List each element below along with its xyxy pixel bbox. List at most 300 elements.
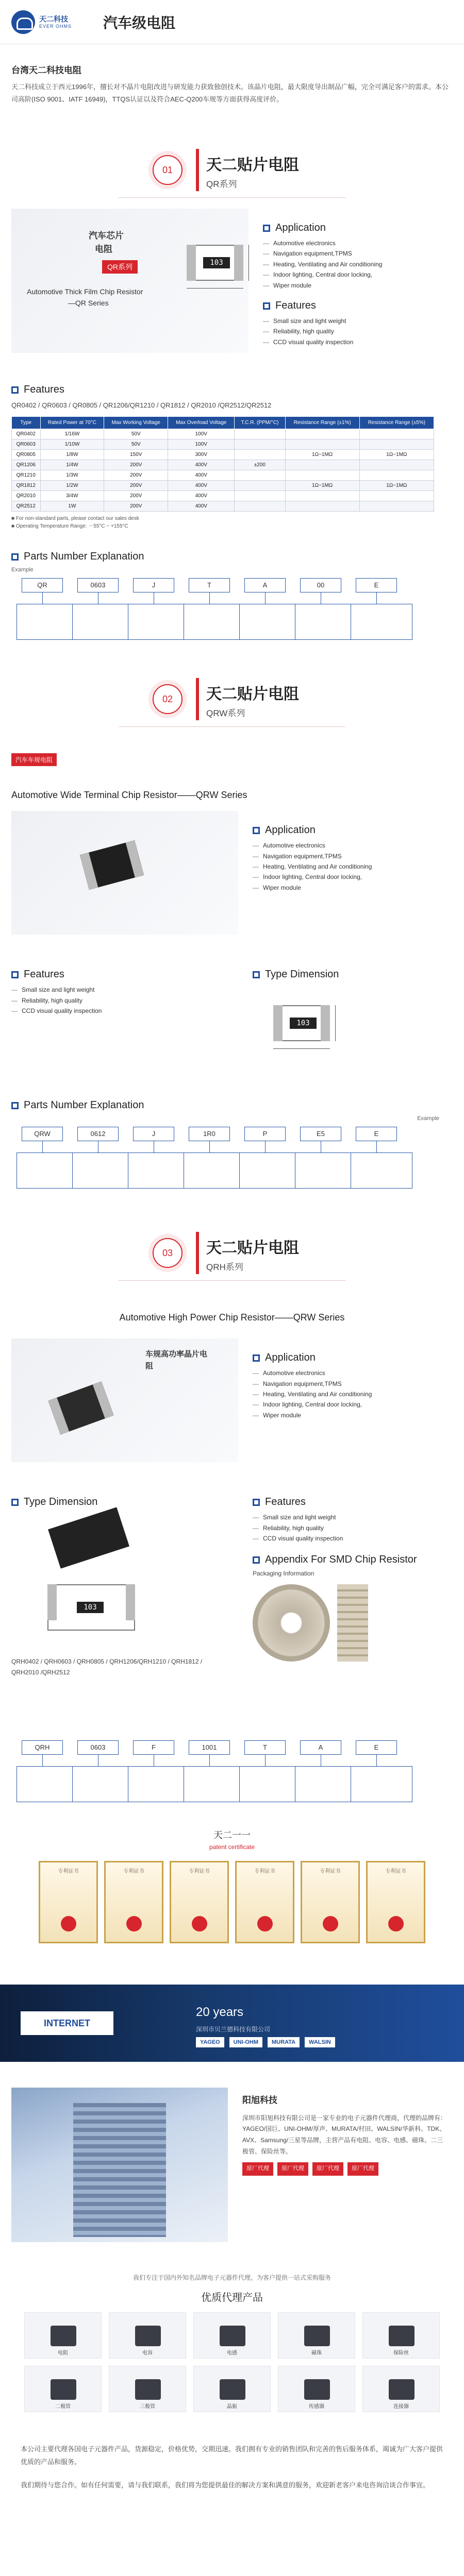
product-card[interactable] xyxy=(362,2312,440,2359)
company-tag: 原厂代理 xyxy=(312,2162,343,2176)
part-number-segment: J xyxy=(133,578,174,592)
chip-resistor-image xyxy=(273,1005,330,1041)
qrw-title-en: Automotive Wide Terminal Chip Resistor——QRW Series xyxy=(11,790,247,801)
qrw-part-number-section xyxy=(0,1099,464,1122)
table-cell xyxy=(285,491,359,501)
section-2-title: 天二贴片电阻 xyxy=(206,686,299,703)
table-row xyxy=(12,439,434,450)
part-number-legend xyxy=(16,1153,78,1189)
features-list xyxy=(11,985,228,1016)
qrw-chip-illustration xyxy=(73,826,151,904)
square-icon xyxy=(11,553,19,561)
part-number-segment: A xyxy=(300,1740,341,1755)
certificate-card[interactable] xyxy=(39,1861,98,1943)
application-heading xyxy=(263,222,449,234)
list-item: — Indoor lighting, Central door locking, xyxy=(253,1399,438,1410)
features-heading-text: Features xyxy=(265,1496,306,1508)
application-list xyxy=(253,840,438,893)
part-number-legend xyxy=(72,1766,134,1802)
list-item: — Navigation equipment,TPMS xyxy=(263,248,449,259)
table-row xyxy=(12,470,434,481)
footer-section xyxy=(0,2412,464,2492)
certificate-card[interactable] xyxy=(366,1861,425,1943)
table-cell: 1/2W xyxy=(40,481,104,491)
qrh-label-cn: 车规高功率晶片电阻 xyxy=(145,1350,208,1370)
company-tag: 原厂代理 xyxy=(242,2162,273,2176)
qrh-chip-image xyxy=(48,1381,113,1434)
square-icon xyxy=(253,1556,260,1564)
company-tag: 原厂代理 xyxy=(277,2162,308,2176)
part-number-example: Example xyxy=(11,567,34,573)
company-tag: 原厂代理 xyxy=(347,2162,378,2176)
features2-heading-text: Features xyxy=(24,384,64,396)
hero-accent-bar xyxy=(196,1232,199,1274)
table-header: T.C.R. (PPM/°C) xyxy=(235,417,285,429)
certificate-label: 专利证书 xyxy=(58,1869,79,1875)
table-cell: 150V xyxy=(104,450,168,460)
product-label: 晶振 xyxy=(227,2404,237,2410)
application-heading-text: Application xyxy=(265,1352,316,1364)
part-number-legend xyxy=(295,1153,357,1189)
section-3-title: 天二贴片电阻 xyxy=(206,1240,299,1257)
table-cell: 1Ω~1MΩ xyxy=(285,481,359,491)
qrh-part-number-diagram xyxy=(11,1735,455,1797)
table-row xyxy=(12,429,434,439)
section-2-number: 02 xyxy=(153,684,183,714)
table-header: Resistance Range (±5%) xyxy=(359,417,434,429)
qr-label-en-line-2: —QR Series xyxy=(68,299,109,308)
qrh-dimension-diagram xyxy=(32,1512,156,1651)
table-cell: QR1812 xyxy=(12,481,41,491)
qrw-product-panel xyxy=(11,811,238,935)
part-number-heading-text: Parts Number Explanation xyxy=(24,1099,144,1111)
certificate-label: 专利证书 xyxy=(254,1869,275,1875)
application-heading-text: Application xyxy=(265,824,316,836)
part-number-legend xyxy=(72,604,134,640)
product-label: 电阻 xyxy=(58,2350,68,2357)
certificate-card[interactable] xyxy=(170,1861,229,1943)
qrh-chip-3d-image xyxy=(48,1507,129,1569)
features-heading xyxy=(253,1496,449,1508)
table-header: Type xyxy=(12,417,41,429)
part-number-legend xyxy=(128,1766,190,1802)
square-icon xyxy=(253,971,260,978)
table-cell xyxy=(359,501,434,512)
table-cell: 400V xyxy=(168,460,235,470)
brand-logo-item: UNI-OHM xyxy=(229,2037,262,2047)
part-number-legend xyxy=(351,1766,412,1802)
product-card[interactable] xyxy=(193,2312,271,2359)
part-number-segment: 0612 xyxy=(77,1127,119,1141)
qrw-overview xyxy=(0,811,464,965)
connector-line xyxy=(42,1755,43,1766)
list-item: — Navigation equipment,TPMS xyxy=(253,851,438,861)
product-card[interactable] xyxy=(362,2366,440,2412)
table-cell: QR2512 xyxy=(12,501,41,512)
square-icon xyxy=(11,1499,19,1506)
qrh-chip-top-view xyxy=(47,1584,135,1631)
part-number-segment: 0603 xyxy=(77,578,119,592)
dimension-line-v xyxy=(335,1005,336,1041)
section-1-number: 01 xyxy=(153,155,183,185)
list-item: — Navigation equipment,TPMS xyxy=(253,1379,438,1389)
section-2-subtitle: QRW系列 xyxy=(206,708,245,719)
list-item: — Reliability, high quality xyxy=(263,326,449,336)
qrh-overview xyxy=(0,1338,464,1493)
part-number-segment: E xyxy=(356,578,397,592)
table-cell: 1/10W xyxy=(40,439,104,450)
product-label: 连接器 xyxy=(393,2404,409,2410)
list-item: — CCD visual quality inspection xyxy=(263,337,449,347)
chip-code: 103 xyxy=(290,1018,317,1029)
packaging-images xyxy=(253,1584,449,1662)
table-header: Max Overload Voltage xyxy=(168,417,235,429)
table-cell: 1W xyxy=(40,501,104,512)
table-header: Resistance Range (±1%) xyxy=(285,417,359,429)
section-3-hero xyxy=(0,1219,464,1292)
intro-section xyxy=(0,44,464,106)
qr-label-cn-line-2: 电阻 xyxy=(95,244,112,254)
qr-label-en-line-1: Automotive Thick Film Chip Resistor xyxy=(27,287,143,296)
product-card[interactable] xyxy=(109,2366,186,2412)
table-cell: 50V xyxy=(104,439,168,450)
features-list xyxy=(263,316,449,347)
type-dimension-heading xyxy=(11,1496,228,1508)
part-number-segment: QRH xyxy=(22,1740,63,1755)
brand-logo[interactable] xyxy=(11,9,89,36)
type-dimension-heading-text: Type Dimension xyxy=(265,969,339,980)
seal-icon xyxy=(192,1916,207,1931)
table-cell: 1Ω~1MΩ xyxy=(359,450,434,460)
table-cell xyxy=(285,439,359,450)
products-section xyxy=(0,2273,464,2412)
list-item: — Heating, Ventilating and Air conditioning xyxy=(263,259,449,269)
part-number-segment: P xyxy=(244,1127,286,1141)
part-number-example: Example xyxy=(417,1115,439,1122)
list-item: — Wiper module xyxy=(253,1410,438,1420)
application-heading xyxy=(253,824,438,836)
table-cell xyxy=(359,429,434,439)
qrh-type-dimension xyxy=(11,1493,228,1677)
part-number-heading xyxy=(11,1099,453,1111)
part-number-segment: T xyxy=(189,578,230,592)
connector-line xyxy=(265,592,266,604)
part-number-segment: 1R0 xyxy=(189,1127,230,1141)
connector-line xyxy=(42,1141,43,1153)
table-cell: 100V xyxy=(168,429,235,439)
product-card[interactable] xyxy=(278,2366,355,2412)
seal-icon xyxy=(61,1916,76,1931)
banner-logo: INTERNET xyxy=(21,2011,113,2035)
table-note xyxy=(11,515,453,530)
table-cell: 100V xyxy=(168,439,235,450)
table-cell xyxy=(235,481,285,491)
product-grid xyxy=(0,2312,464,2412)
certificates-section xyxy=(0,1828,464,1943)
square-icon xyxy=(253,1499,260,1506)
qrh-features xyxy=(253,1493,449,1662)
part-number-segment: T xyxy=(244,1740,286,1755)
product-label: 二极管 xyxy=(55,2404,71,2410)
table-cell xyxy=(285,429,359,439)
certificate-label: 专利证书 xyxy=(189,1869,210,1875)
part-number-segment: 0603 xyxy=(77,1740,119,1755)
qrw-intro xyxy=(0,738,464,801)
table-cell: 400V xyxy=(168,501,235,512)
features-heading-text: Features xyxy=(275,300,316,312)
product-label: 三极管 xyxy=(140,2404,155,2410)
certificate-card[interactable] xyxy=(104,1861,163,1943)
appendix-sub: Packaging Information xyxy=(253,1570,314,1578)
products-intro: 我们专注于国内外知名品牌电子元器件代理，为客户提供一站式采购服务 xyxy=(132,2274,331,2282)
company-title: 阳旭科技 xyxy=(242,2095,277,2106)
application-list xyxy=(263,238,449,291)
connector-line xyxy=(265,1141,266,1153)
product-label: 电容 xyxy=(142,2350,153,2357)
part-number-legend xyxy=(239,1766,301,1802)
table-cell: QR0402 xyxy=(12,429,41,439)
qrw-features-row xyxy=(0,965,464,1099)
table-cell: 400V xyxy=(168,470,235,481)
list-item: — Small size and light weight xyxy=(253,1512,449,1522)
list-item: — Heating, Ventilating and Air conditioning xyxy=(253,1389,438,1399)
table-cell: 1/8W xyxy=(40,450,104,460)
product-label: 传感器 xyxy=(309,2404,324,2410)
table-row xyxy=(12,450,434,460)
company-tags xyxy=(242,2162,449,2176)
list-item: — Reliability, high quality xyxy=(11,995,228,1006)
certificate-label: 专利证书 xyxy=(320,1869,341,1875)
application-list xyxy=(253,1368,438,1420)
tape-image xyxy=(337,1584,368,1662)
qrh-title-en: Automotive High Power Chip Resistor——QRW Series xyxy=(119,1312,345,1323)
hero-divider xyxy=(119,1280,345,1281)
qr-spec-table xyxy=(11,416,434,512)
seal-icon xyxy=(323,1916,338,1931)
section-1-subtitle: QR系列 xyxy=(206,179,237,190)
appendix-heading xyxy=(253,1554,449,1566)
part-number-legend xyxy=(128,604,190,640)
qr-spec-box xyxy=(263,219,449,347)
square-icon xyxy=(263,225,270,232)
qr-series-tag: QR系列 xyxy=(102,260,138,274)
table-cell: QR0603 xyxy=(12,439,41,450)
connector-line xyxy=(209,1141,210,1153)
qrh-chip-illustration xyxy=(42,1369,120,1447)
appendix-heading-text: Appendix For SMD Chip Resistor xyxy=(265,1554,417,1566)
connector-line xyxy=(376,592,377,604)
table-cell: ±200 xyxy=(235,460,285,470)
brand-logo-icon xyxy=(11,10,35,34)
certificate-label: 专利证书 xyxy=(385,1869,406,1875)
footer-text-1: 本公司主要代理各国电子元器件产品，货源稳定，价格优势，交期迅速。我们拥有专业的销售团队和完善的售后服务体系，竭诚为广大客户提供优质的产品和服务。 xyxy=(21,2445,443,2466)
brand-name-cn: 天二科技 xyxy=(39,15,68,24)
part-number-legend xyxy=(72,1153,134,1189)
part-number-legend xyxy=(239,604,301,640)
list-item: — Reliability, high quality xyxy=(253,1523,449,1533)
part-number-legend xyxy=(16,604,78,640)
intro-heading: 台湾天二科技电阻 xyxy=(11,65,81,75)
qrh-spec-box xyxy=(253,1349,438,1420)
table-header: Max Working Voltage xyxy=(104,417,168,429)
part-number-segment: E xyxy=(356,1127,397,1141)
table-cell: 400V xyxy=(168,491,235,501)
part-number-legend xyxy=(295,1766,357,1802)
product-card[interactable] xyxy=(24,2312,102,2359)
table-cell: 200V xyxy=(104,501,168,512)
part-number-segment: 00 xyxy=(300,578,341,592)
company-section xyxy=(0,2077,464,2247)
part-number-segment: 1001 xyxy=(189,1740,230,1755)
features-heading xyxy=(11,969,228,980)
qrw-badge: 汽车车规电阻 xyxy=(11,753,57,766)
certificate-label: 专利证书 xyxy=(123,1869,144,1875)
product-label: 磁珠 xyxy=(311,2350,322,2357)
list-item: — Indoor lighting, Central door locking, xyxy=(253,872,438,882)
qrh-details-row xyxy=(0,1493,464,1735)
chip-illustration xyxy=(176,224,254,301)
qrw-spec-box xyxy=(253,821,438,893)
table-cell xyxy=(359,470,434,481)
qr-overview xyxy=(0,209,464,425)
product-card[interactable] xyxy=(278,2312,355,2359)
qrh-series-list: QRH0402 / QRH0603 / QRH0805 / QRH1206/QRH1210 / QRH1812 / QRH2010 /QRH2512 xyxy=(11,1658,203,1676)
list-item: — Wiper module xyxy=(253,883,438,893)
qrw-part-number-diagram xyxy=(11,1122,455,1209)
square-icon xyxy=(11,1102,19,1109)
part-number-segment: J xyxy=(133,1127,174,1141)
product-card[interactable] xyxy=(24,2366,102,2412)
certificate-card[interactable] xyxy=(235,1861,294,1943)
type-dimension-heading-text: Type Dimension xyxy=(24,1496,98,1508)
application-heading-text: Application xyxy=(275,222,326,234)
section-3-number: 03 xyxy=(153,1238,183,1268)
list-item: — Automotive electronics xyxy=(253,1368,438,1378)
chip-resistor-image xyxy=(187,245,243,281)
section-1-title: 天二贴片电阻 xyxy=(206,157,299,174)
square-icon xyxy=(11,971,19,978)
table-cell: QR1210 xyxy=(12,470,41,481)
product-label: 电感 xyxy=(227,2350,237,2357)
table-cell: 400V xyxy=(168,481,235,491)
seal-icon xyxy=(126,1916,142,1931)
table-cell: 1/3W xyxy=(40,470,104,481)
product-card[interactable] xyxy=(193,2366,271,2412)
footer-text-2: 我们期待与您合作。如有任何需要，请与我们联系，我们将为您提供最佳的解决方案和满意的服务，欢迎新老客户来电咨询洽谈合作事宜。 xyxy=(21,2481,430,2489)
table-cell: 1/4W xyxy=(40,460,104,470)
product-label: 保险丝 xyxy=(393,2350,409,2357)
part-number-legend xyxy=(239,1153,301,1189)
table-cell: 1Ω~1MΩ xyxy=(359,481,434,491)
chip-code: 103 xyxy=(77,1602,104,1613)
brand-logo-item: YAGEO xyxy=(196,2037,224,2047)
qr-label-cn-line-1: 汽车芯片 xyxy=(89,231,124,241)
connector-line xyxy=(265,1755,266,1766)
table-cell xyxy=(359,460,434,470)
connector-line xyxy=(209,592,210,604)
intro-text: 天二科技成立于西元1996年，擅长对不晶片电阻改进与研发能力获致独创技术。该晶片电阻，最大限度导出制品广幅，完全可满足客户的需求。本公司高阶(ISO 9001、IATF 16949)，TTQS认证以及符合AEC-Q200车规等方面获得高度评价。 xyxy=(11,83,449,104)
qr-part-number-section xyxy=(0,530,464,573)
part-number-segment: QR xyxy=(22,578,63,592)
features-list xyxy=(253,1512,449,1544)
list-item: — Heating, Ventilating and Air conditioning xyxy=(253,861,438,872)
qr-part-number-diagram xyxy=(11,573,455,660)
dimension-line-v xyxy=(248,245,249,281)
certificates-subtitle: patent certificate xyxy=(209,1843,255,1851)
dimension-line-h xyxy=(273,1048,330,1049)
hero-divider xyxy=(119,726,345,727)
table-cell: 50V xyxy=(104,429,168,439)
part-number-legend xyxy=(295,604,357,640)
table-cell: 1/16W xyxy=(40,429,104,439)
company-info xyxy=(242,2093,449,2176)
table-cell xyxy=(235,470,285,481)
table-cell: 200V xyxy=(104,460,168,470)
connector-line xyxy=(376,1755,377,1766)
table-cell: 200V xyxy=(104,481,168,491)
page-header xyxy=(0,0,464,44)
connector-line xyxy=(42,592,43,604)
table-note-1: ■ For non-standard parts, please contact our sales desk xyxy=(11,516,139,522)
list-item: — CCD visual quality inspection xyxy=(253,1533,449,1544)
table-cell: 1Ω~1MΩ xyxy=(285,450,359,460)
table-header: Rated Power at 70°C xyxy=(40,417,104,429)
certificate-card[interactable] xyxy=(301,1861,360,1943)
features-heading xyxy=(263,300,449,312)
part-number-legend xyxy=(184,604,245,640)
products-heading: 优质代理产品 xyxy=(201,2292,263,2304)
table-cell: 300V xyxy=(168,450,235,460)
square-icon xyxy=(263,302,270,310)
table-cell: 200V xyxy=(104,470,168,481)
type-dimension-heading xyxy=(253,969,449,980)
table-cell xyxy=(359,439,434,450)
company-building-image xyxy=(11,2088,228,2242)
list-item: — Small size and light weight xyxy=(11,985,228,995)
table-row xyxy=(12,501,434,512)
qr-series-list: QR0402 / QR0603 / QR0805 / QR1206/QR1210 / QR1812 / QR2010 /QR2512/QR2512 xyxy=(11,401,272,410)
hero-accent-bar xyxy=(196,149,199,191)
table-cell: QR2010 xyxy=(12,491,41,501)
part-number-segment: E5 xyxy=(300,1127,341,1141)
table-cell xyxy=(359,491,434,501)
connector-line xyxy=(376,1141,377,1153)
table-cell xyxy=(235,450,285,460)
table-cell xyxy=(235,439,285,450)
brand-logo-list xyxy=(196,2037,335,2047)
part-number-segment: QRW xyxy=(22,1127,63,1141)
table-cell xyxy=(235,429,285,439)
part-number-legend xyxy=(16,1766,78,1802)
qrw-type-dimension xyxy=(253,965,449,1062)
qrh-product-panel xyxy=(11,1338,238,1462)
banner-title: 20 years xyxy=(196,2005,244,2020)
list-item: — Automotive electronics xyxy=(253,840,438,851)
application-heading xyxy=(253,1352,438,1364)
table-row xyxy=(12,460,434,470)
qr-table-body xyxy=(12,429,434,512)
product-card[interactable] xyxy=(109,2312,186,2359)
table-cell xyxy=(235,501,285,512)
section-2-hero xyxy=(0,666,464,738)
list-item: — Automotive electronics xyxy=(263,238,449,248)
square-icon xyxy=(253,1354,260,1362)
reel-image xyxy=(253,1584,330,1662)
square-icon xyxy=(253,827,260,834)
part-number-segment: A xyxy=(244,578,286,592)
banner-subtitle: 深圳市贝兰德科技有限公司 xyxy=(196,2026,271,2033)
qrw-features xyxy=(11,965,228,1016)
